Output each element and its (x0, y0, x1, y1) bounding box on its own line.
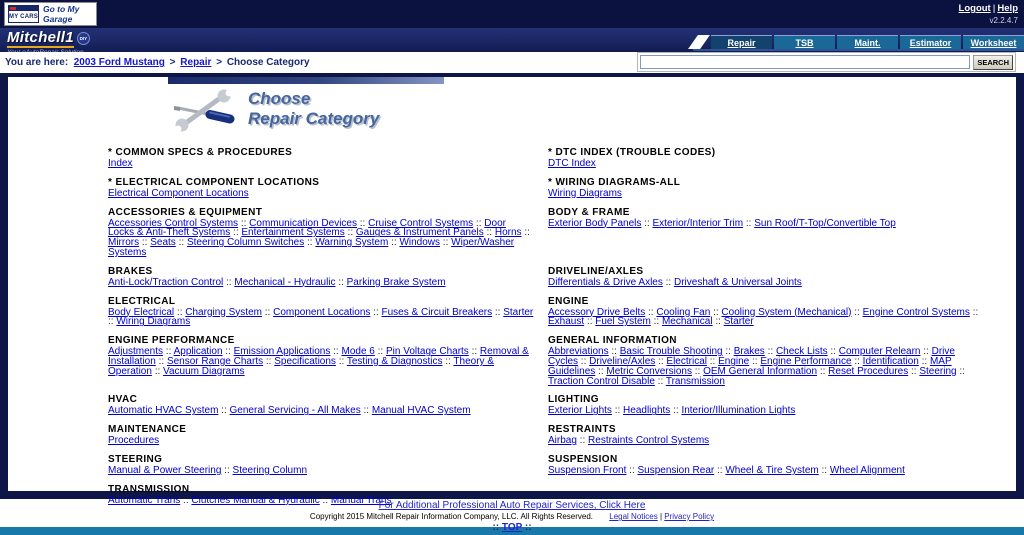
link-separator: :: (743, 217, 755, 229)
category-link[interactable]: Traction Control Disable (548, 375, 655, 387)
link-separator: :: (918, 355, 930, 367)
link-separator: :: (641, 217, 653, 229)
category-link[interactable]: Manual HVAC System (371, 405, 471, 417)
category-section (108, 455, 548, 476)
category-link[interactable]: Exterior Body Panels (548, 217, 642, 229)
link-separator: :: (108, 316, 117, 328)
category-links (108, 436, 534, 446)
category-link[interactable]: Interior/Illumination Lights (681, 405, 796, 417)
tab-wedge-decoration (688, 35, 710, 49)
link-separator: :: (851, 355, 863, 367)
category-link[interactable]: Component Locations (273, 306, 371, 318)
link-separator: :: (483, 227, 495, 239)
category-link[interactable]: Manual Trans (330, 494, 392, 506)
crossed-tools-icon (170, 87, 236, 131)
link-separator: :: (335, 276, 347, 288)
link-separator: :: (180, 494, 192, 506)
brand-bar (0, 28, 1024, 52)
link-separator: :: (611, 405, 624, 417)
category-link[interactable]: Basic Trouble Shooting (619, 346, 723, 358)
link-separator: :: (263, 355, 275, 367)
copyright-text: Copyright 2015 Mitchell Repair Information Company, LLC. All Rights Reserved. (309, 512, 594, 521)
link-separator: :: (749, 355, 761, 367)
category-links (108, 466, 534, 476)
category-section (108, 267, 548, 288)
category-link[interactable]: Testing & Diagnostics (346, 355, 443, 367)
category-link[interactable]: Charging System (185, 306, 262, 318)
category-links (108, 189, 534, 199)
category-link[interactable]: Metric Conversions (606, 365, 692, 377)
category-link[interactable]: Engine (718, 355, 750, 367)
category-link[interactable]: Identification (862, 355, 919, 367)
category-link[interactable]: Starter (723, 316, 754, 328)
category-link[interactable]: Cooling System (Mechanical) (721, 306, 852, 318)
category-heading: * ELECTRICAL COMPONENT LOCATIONS (108, 176, 320, 188)
category-section (108, 148, 548, 169)
category-section (548, 336, 1000, 386)
help-link[interactable]: Help (997, 3, 1018, 14)
garage-button-label: Go to My Garage (43, 3, 80, 24)
category-link[interactable]: Emission Applications (233, 346, 331, 358)
category-link[interactable]: Communication Devices (249, 217, 357, 229)
category-link[interactable]: Engine Performance (760, 355, 852, 367)
category-link[interactable]: Pin Voltage Charts (385, 346, 469, 358)
link-separator: :: (908, 365, 920, 377)
link-separator: :: (920, 346, 932, 358)
category-link[interactable]: Suspension Front (548, 464, 627, 476)
category-link[interactable]: Adjustments (108, 346, 164, 358)
search-input[interactable] (640, 55, 970, 69)
category-link[interactable]: Mode 6 (341, 346, 375, 358)
category-links (548, 466, 986, 476)
category-link[interactable]: Reset Procedures (828, 365, 909, 377)
category-link[interactable]: Wheel & Tire System (725, 464, 819, 476)
back-to-top-link[interactable]: TOP (501, 522, 523, 533)
category-heading: ENGINE (548, 295, 589, 307)
category-heading: STEERING (108, 453, 163, 465)
category-link[interactable]: Windows (399, 237, 441, 249)
category-link[interactable]: Horns (494, 227, 522, 239)
link-separator: :: (691, 365, 704, 377)
link-separator: :: (710, 306, 722, 318)
category-link[interactable]: Abbreviations (548, 346, 609, 358)
category-heading: TRANSMISSION (108, 483, 190, 495)
category-heading: * COMMON SPECS & PROCEDURES (108, 147, 293, 158)
link-separator: :: (230, 227, 242, 239)
category-link[interactable]: Drive Cycles (548, 346, 955, 367)
category-links (548, 159, 986, 169)
category-section (108, 297, 548, 328)
link-separator: :: (374, 346, 386, 358)
link-separator: :: (670, 405, 682, 417)
privacy-policy-link[interactable]: Privacy Policy (664, 512, 715, 521)
category-link[interactable]: Exterior Lights (548, 405, 612, 417)
category-link[interactable]: Suspension Rear (637, 464, 715, 476)
category-heading: SUSPENSION (548, 453, 618, 465)
category-heading: * WIRING DIAGRAMS-ALL (548, 176, 681, 188)
category-link[interactable]: Wiring Diagrams (116, 316, 191, 328)
category-link[interactable]: Automatic Trans (108, 494, 181, 506)
link-separator: :: (360, 405, 372, 417)
category-links (548, 347, 986, 386)
category-links (548, 308, 986, 328)
category-link[interactable]: Manual & Power Steering (108, 464, 222, 476)
category-link[interactable]: Electrical Component Locations (108, 187, 249, 199)
category-link[interactable]: Starter (503, 306, 534, 318)
category-heading: * DTC INDEX (TROUBLE CODES) (548, 147, 716, 158)
link-separator: :: (827, 346, 839, 358)
link-separator: :: (654, 375, 666, 387)
category-link[interactable]: Mechanical - Hydraulic (234, 276, 336, 288)
category-link[interactable]: Body Electrical (108, 306, 175, 318)
category-links (548, 406, 986, 416)
category-section (108, 336, 548, 386)
category-links (108, 278, 534, 288)
category-section (108, 208, 548, 258)
link-separator: :: (626, 464, 638, 476)
link-separator: :: (139, 237, 151, 249)
category-link[interactable]: Computer Relearn (838, 346, 921, 358)
link-separator: :: (155, 355, 167, 367)
category-section (108, 425, 548, 446)
go-to-my-garage-button[interactable] (4, 2, 97, 26)
diy-globe-badge: DIY (77, 32, 90, 45)
link-separator: :: (706, 355, 719, 367)
link-separator: :: (764, 346, 776, 358)
category-link[interactable]: Mirrors (108, 237, 140, 249)
license-plate-icon (8, 5, 39, 23)
category-section (108, 178, 548, 199)
category-link[interactable]: Theory & Operation (108, 355, 494, 377)
version-label: v2.2.4.7 (989, 16, 1018, 25)
category-heading: DRIVELINE/AXLES (548, 265, 644, 277)
link-separator: :: (335, 355, 347, 367)
category-heading: ELECTRICAL (108, 295, 176, 307)
category-links (548, 189, 986, 199)
link-separator: :: (851, 306, 863, 318)
category-link[interactable]: DTC Index (548, 158, 596, 169)
link-separator: :: (218, 405, 230, 417)
category-section (548, 178, 1000, 199)
link-separator: :: (473, 217, 485, 229)
my-cars-label: MY CARS (9, 14, 38, 20)
category-link[interactable]: Engine Control Systems (862, 306, 970, 318)
breadcrumb-vehicle-link[interactable]: 2003 Ford Mustang (73, 57, 165, 68)
breadcrumb-repair-link[interactable]: Repair (180, 57, 212, 68)
link-separator: :: (468, 346, 480, 358)
breadcrumb-separator: > (169, 57, 176, 68)
page-header (170, 85, 1016, 133)
category-link[interactable]: Transmission (665, 375, 725, 387)
category-heading: HVAC (108, 394, 138, 406)
link-separator: :: (440, 237, 452, 249)
link-separator: :: (584, 316, 596, 328)
link-separator: :: (655, 355, 667, 367)
link-separator: :: (222, 346, 234, 358)
link-separator: :: (969, 306, 979, 318)
page-title: Choose Repair Category (248, 89, 380, 128)
link-separator: :: (595, 365, 607, 377)
breadcrumb-row (0, 52, 1024, 73)
search-box (637, 52, 1016, 72)
top-colons: :: (492, 522, 500, 533)
link-separator: :: (370, 306, 382, 318)
logout-link[interactable]: Logout (958, 3, 991, 14)
category-link[interactable]: Removal & Installation (108, 346, 529, 367)
link-separator: :: (175, 237, 187, 249)
category-section (548, 297, 1000, 328)
category-link[interactable]: Door Locks & Anti-Theft Systems (108, 217, 506, 239)
category-links (108, 406, 534, 416)
search-button[interactable]: SEARCH (973, 55, 1013, 70)
category-links (108, 347, 534, 376)
category-link[interactable]: Steering Column Switches (186, 237, 305, 249)
category-link[interactable]: Mechanical (661, 316, 713, 328)
breadcrumb-current: Choose Category (226, 57, 310, 68)
link-separator: :: (645, 306, 657, 318)
category-link[interactable]: Wheel Alignment (829, 464, 905, 476)
category-link[interactable]: Accessories Control Systems (108, 217, 239, 229)
link-separator: :: (521, 227, 530, 239)
category-link[interactable]: Wiper/Washer Systems (108, 237, 515, 258)
link-separator: :: (662, 276, 674, 288)
category-link[interactable]: Accessory Drive Belts (548, 306, 646, 318)
category-link[interactable]: Cruise Control Systems (368, 217, 474, 229)
top-right-links (959, 3, 1018, 25)
category-link[interactable]: Driveshaft & Universal Joints (673, 276, 802, 288)
link-separator: :: (238, 217, 250, 229)
tab-estimator[interactable]: Estimator (900, 35, 961, 49)
link-separator: :: (442, 355, 454, 367)
link-separator: :: (956, 365, 965, 377)
link-separator: :: (817, 365, 829, 377)
category-link[interactable]: Sun Roof/T-Top/Convertible Top (754, 217, 896, 229)
link-separator: :: (151, 365, 164, 377)
top-links-separator: | (992, 3, 996, 14)
category-section (548, 455, 1000, 476)
category-link[interactable]: Parking Brake System (346, 276, 446, 288)
category-link[interactable]: Cooling Fan (656, 306, 711, 318)
nav-tabs (693, 35, 1024, 51)
link-separator: :: (261, 306, 274, 318)
category-link[interactable]: Headlights (623, 405, 671, 417)
category-section (548, 395, 1000, 416)
category-link[interactable]: Driveline/Axles (589, 355, 656, 367)
category-link[interactable]: Exterior/Interior Trim (652, 217, 744, 229)
category-link[interactable]: Automatic HVAC System (108, 405, 219, 417)
category-link[interactable]: Index (108, 158, 133, 169)
category-link[interactable]: Fuses & Circuit Breakers (381, 306, 493, 318)
category-link[interactable]: Sensor Range Charts (166, 355, 264, 367)
link-separator: :: (344, 227, 356, 239)
category-links (108, 159, 534, 169)
category-link[interactable]: Steering (919, 365, 957, 377)
category-link[interactable]: OEM General Information (703, 365, 818, 377)
link-separator: :: (330, 346, 342, 358)
category-link[interactable]: Airbag (548, 435, 577, 447)
top-bar (0, 0, 1024, 28)
category-section (548, 148, 1000, 169)
category-link[interactable]: Vacuum Diagrams (163, 365, 245, 377)
category-section (548, 425, 1000, 446)
link-separator: :: (492, 306, 504, 318)
category-link[interactable]: Brakes (733, 346, 765, 358)
link-separator: :: (357, 217, 369, 229)
license-plate-top (9, 6, 38, 11)
category-link[interactable]: Steering Column (232, 464, 308, 476)
category-heading: BODY & FRAME (548, 206, 630, 218)
category-heading: GENERAL INFORMATION (548, 335, 677, 347)
category-link[interactable]: Gauges & Instrument Panels (355, 227, 484, 239)
category-link[interactable]: Check Lists (775, 346, 828, 358)
category-links (108, 308, 534, 328)
breadcrumb-separator: > (216, 57, 223, 68)
category-link[interactable]: Specifications (274, 355, 336, 367)
category-links (548, 436, 986, 446)
link-separator: :: (174, 306, 186, 318)
category-link[interactable]: Anti-Lock/Traction Control (108, 276, 224, 288)
category-link[interactable]: Warning System (315, 237, 389, 249)
tab-worksheet[interactable]: Worksheet (963, 35, 1024, 49)
category-heading: ACCESSORIES & EQUIPMENT (108, 206, 263, 218)
category-grid (8, 148, 1016, 515)
link-separator: :: (608, 346, 620, 358)
category-link[interactable]: Fuel System (595, 316, 651, 328)
link-separator: :: (388, 237, 400, 249)
category-heading: RESTRAINTS (548, 424, 616, 436)
category-link[interactable]: Differentials & Drive Axles (548, 276, 663, 288)
category-link[interactable]: Clutches Manual & Hydraulic (191, 494, 320, 506)
category-link[interactable]: General Servicing - All Makes (229, 405, 361, 417)
tab-maint[interactable]: Maint. (837, 35, 898, 49)
category-link[interactable]: Electrical (666, 355, 707, 367)
legal-notices-link[interactable]: Legal Notices (609, 512, 658, 521)
mitchell1-logo: Mitchell1 (7, 29, 74, 46)
category-heading: ENGINE PERFORMANCE (108, 335, 235, 347)
link-separator: :: (578, 355, 590, 367)
category-link[interactable]: Wiring Diagrams (548, 187, 622, 199)
link-separator: :: (163, 346, 174, 358)
category-section (548, 267, 1000, 288)
link-separator: :: (221, 464, 233, 476)
breadcrumb-prefix: You are here: (5, 57, 69, 68)
category-link[interactable]: Restraints Control Systems (588, 435, 710, 447)
link-separator: :: (576, 435, 589, 447)
category-heading: LIGHTING (548, 394, 599, 406)
category-heading: MAINTENANCE (108, 424, 187, 436)
category-link[interactable]: Exhaust (548, 316, 585, 328)
category-section (108, 395, 548, 416)
category-heading: BRAKES (108, 265, 153, 277)
category-link[interactable]: Entertainment Systems (241, 227, 345, 239)
link-separator: :: (304, 237, 316, 249)
category-link[interactable]: Procedures (108, 435, 160, 447)
footer-divider: | (659, 512, 663, 521)
category-link[interactable]: Seats (150, 237, 176, 249)
category-link[interactable]: MAP Guidelines (548, 355, 952, 377)
tab-repair[interactable]: Repair (711, 35, 772, 49)
additional-services-link[interactable]: For Additional Professional Auto Repair Services, Click Here (378, 500, 646, 511)
tab-tsb[interactable]: TSB (774, 35, 835, 49)
link-separator: :: (714, 464, 726, 476)
category-links (108, 219, 534, 258)
category-link[interactable]: Application (173, 346, 223, 358)
link-separator: :: (223, 276, 235, 288)
link-separator: :: (712, 316, 724, 328)
link-separator: :: (722, 346, 734, 358)
category-links (548, 219, 986, 229)
link-separator: :: (818, 464, 830, 476)
header-accent-bar (168, 77, 444, 84)
top-colons: :: (524, 522, 532, 533)
category-section (548, 208, 1000, 258)
link-separator: :: (319, 494, 331, 506)
link-separator: :: (650, 316, 662, 328)
category-links (548, 278, 986, 288)
